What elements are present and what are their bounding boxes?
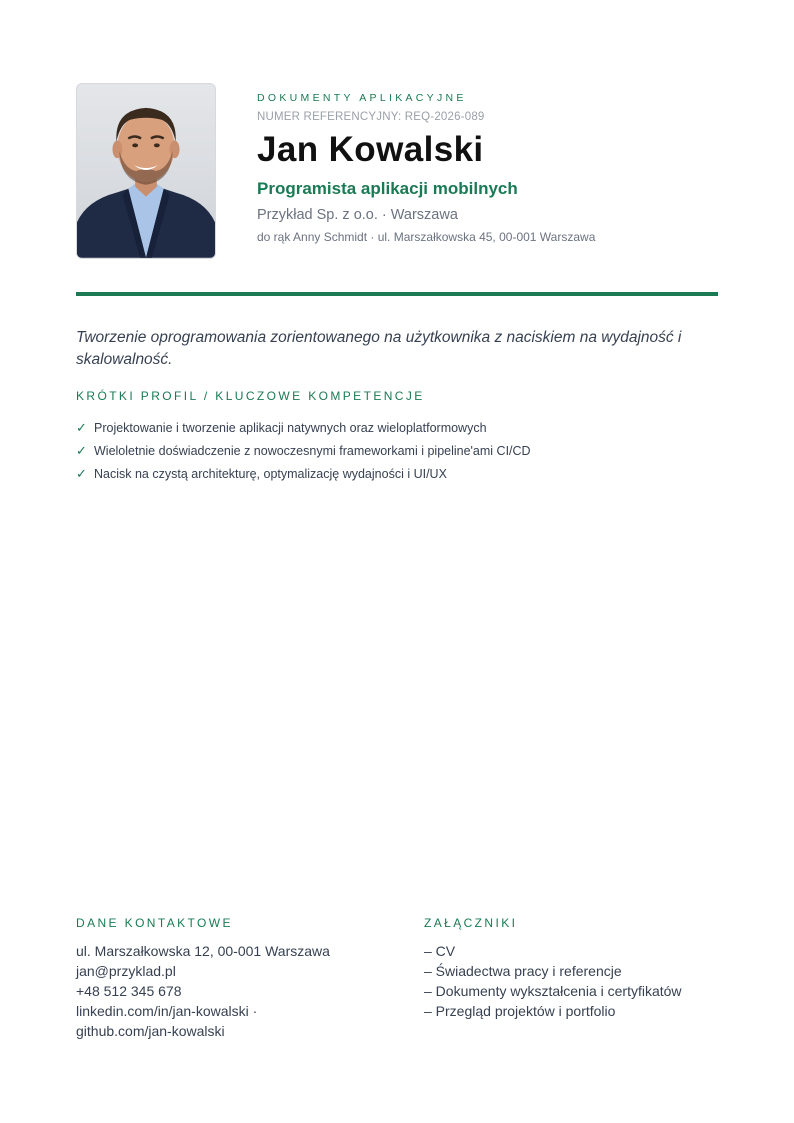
list-item: [76, 462, 716, 485]
tagline: Tworzenie oprogramowania zorientowanego na użytkownika z naciskiem na wydajność i skalowalność.: [76, 329, 682, 368]
attachments-section: [424, 916, 724, 1021]
attachment-item: – Świadectwa pracy i referencje: [424, 963, 622, 979]
contact-links[interactable]: linkedin.com/in/jan-kowalski · github.com/jan-kowalski: [76, 1003, 258, 1039]
recipient-line: do rąk Anny Schmidt · ul. Marszałkowska 45, 00-001 Warszawa: [257, 230, 596, 244]
skill-text: Projektowanie i tworzenie aplikacji natywnych oraz wieloplatformowych: [94, 420, 487, 435]
attachment-item: – Przegląd projektów i portfolio: [424, 1003, 616, 1019]
skills-list: [76, 416, 716, 485]
check-icon: ✓: [76, 419, 87, 435]
document-eyebrow: DOKUMENTY APLIKACYJNE: [257, 92, 467, 104]
attachment-item: – CV: [424, 943, 456, 959]
attachments-title: ZAŁĄCZNIKI: [424, 916, 518, 930]
profile-title: KRÓTKI PROFIL / KLUCZOWE KOMPETENCJE: [76, 389, 425, 403]
profile-section: [76, 389, 716, 485]
header-divider: [76, 292, 718, 296]
contact-section: [76, 916, 376, 1041]
applicant-name: Jan Kowalski: [257, 130, 484, 169]
job-title: Programista aplikacji mobilnych: [257, 179, 518, 198]
check-icon: ✓: [76, 465, 87, 481]
company-line: Przykład Sp. z o.o. · Warszawa: [257, 207, 458, 223]
attachment-item: – Dokumenty wykształcenia i certyfikatów: [424, 983, 682, 999]
profile-photo: [76, 83, 216, 259]
list-item: [76, 416, 716, 439]
reference-number: NUMER REFERENCYJNY: REQ-2026-089: [257, 111, 485, 123]
list-item: [76, 439, 716, 462]
contact-title: DANE KONTAKTOWE: [76, 916, 233, 930]
check-icon: ✓: [76, 442, 87, 458]
contact-phone[interactable]: +48 512 345 678: [76, 983, 182, 999]
skill-text: Nacisk na czystą architekturę, optymalizację wydajności i UI/UX: [94, 466, 447, 481]
skill-text: Wieloletnie doświadczenie z nowoczesnymi frameworkami i pipeline'ami CI/CD: [94, 443, 531, 458]
contact-address: ul. Marszałkowska 12, 00-001 Warszawa: [76, 943, 330, 959]
header: [257, 92, 727, 245]
contact-email[interactable]: jan@przyklad.pl: [76, 963, 176, 979]
